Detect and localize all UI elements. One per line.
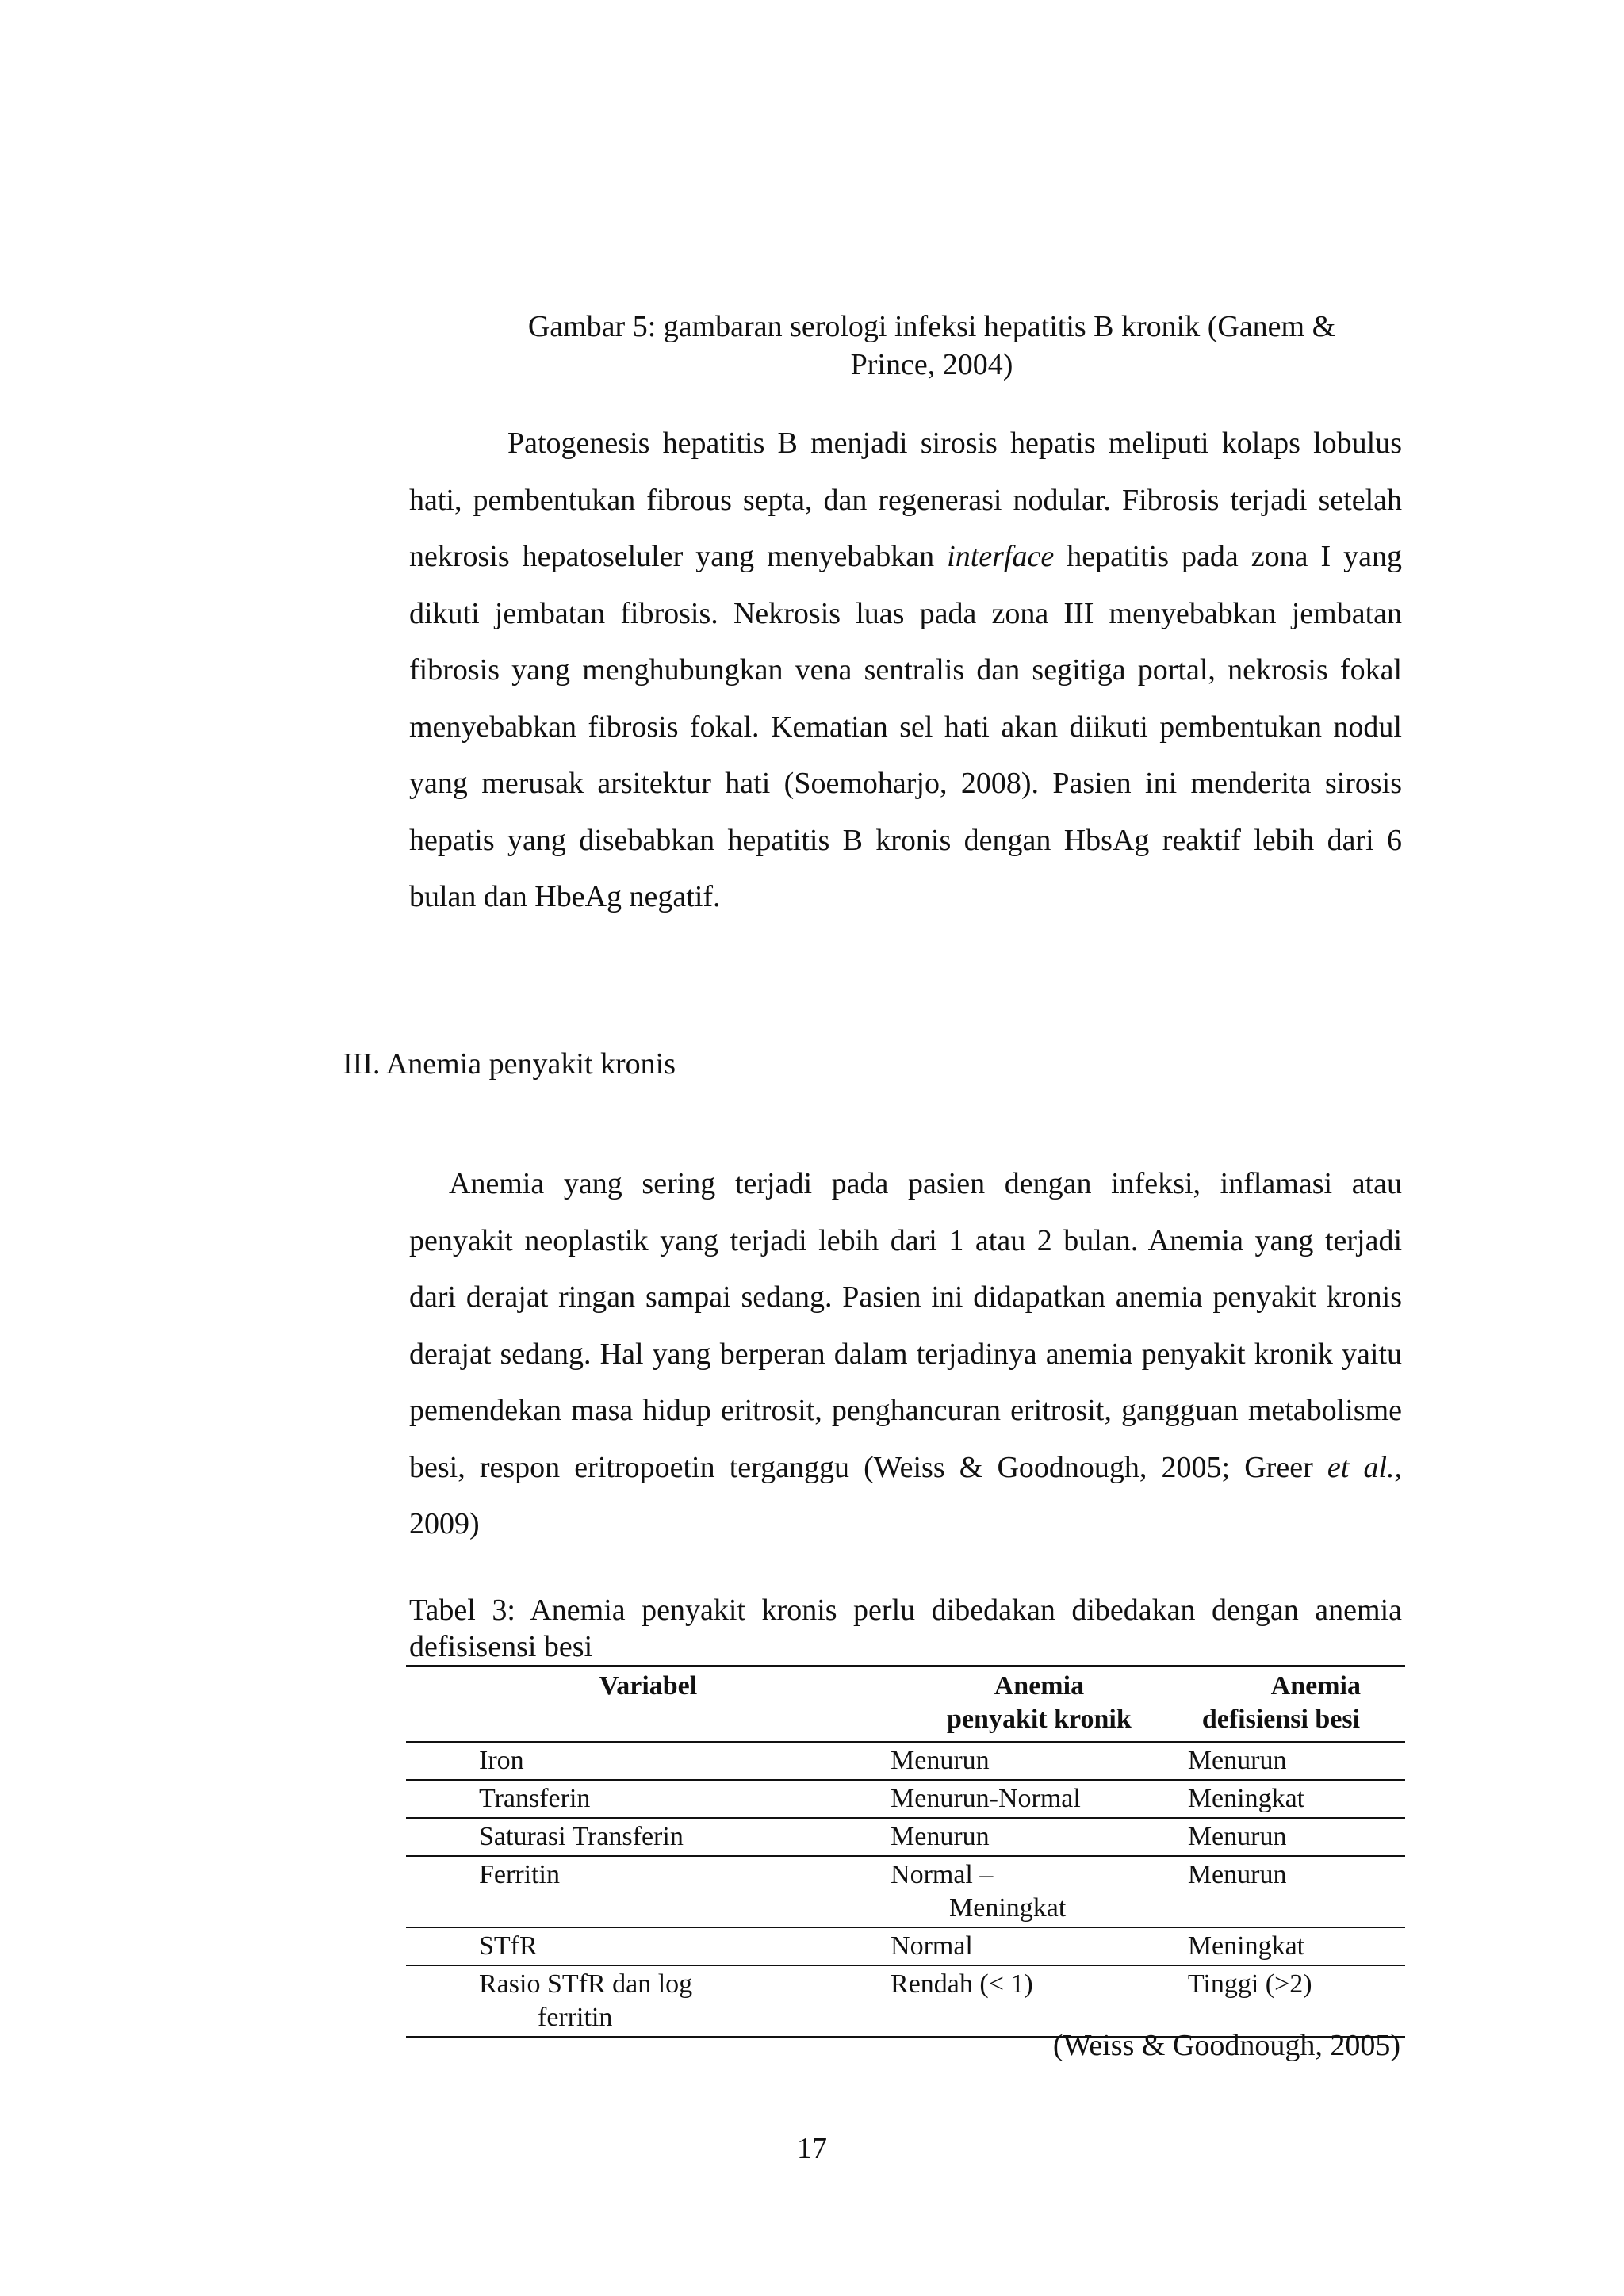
paragraph-pathogenesis — [409, 415, 1402, 926]
header-defisiensi-line2: defisiensi besi — [1201, 1705, 1361, 1734]
table-row — [406, 1856, 1405, 1927]
header-kronik-line1: Anemia — [994, 1671, 1085, 1701]
table-row — [406, 1818, 1405, 1856]
cell-variabel: Transferin — [406, 1780, 891, 1818]
paragraph2-text-b: 2009) — [409, 1507, 480, 1540]
cell-defisiensi: Menurun — [1188, 1818, 1405, 1856]
table-row — [406, 1780, 1405, 1818]
cell-kronik: Normal — [891, 1927, 1188, 1965]
table-caption: Tabel 3: Anemia penyakit kronis perlu dibedakan dibedakan dengan anemia defisisensi besi — [409, 1594, 1402, 1663]
paragraph1-italic: interface — [947, 540, 1055, 573]
paragraph1-text-a: Patogenesis hepatitis B menjadi sirosis hepatis meliputi kolaps lobulus hati, pembentukan fibrous septa, dan regenerasi nodular. Fibrosis terjadi setelah nekrosis hepatoseluler yang menyebabkan — [409, 427, 1402, 573]
cell-defisiensi: Meningkat — [1188, 1927, 1405, 1965]
cell-defisiensi: Menurun — [1188, 1856, 1405, 1927]
paragraph-anemia — [409, 1156, 1402, 1553]
cell-variabel: Saturasi Transferin — [406, 1818, 891, 1856]
cell-variabel: STfR — [406, 1927, 891, 1965]
cell-kronik-line1: Normal – — [891, 1860, 994, 1889]
figure-caption — [476, 308, 1388, 384]
cell-kronik-line2: Meningkat — [949, 1893, 1067, 1923]
figure-caption-line2: Prince, 2004) — [850, 348, 1013, 381]
comparison-table — [406, 1665, 1405, 2038]
cell-variabel-line2: ferritin — [538, 2003, 613, 2032]
section-heading: III. Anemia penyakit kronis — [343, 1047, 676, 1081]
header-anemia-kronik — [891, 1666, 1188, 1742]
cell-kronik — [891, 1856, 1188, 1927]
cell-variabel: Ferritin — [406, 1856, 891, 1927]
paragraph2-italic: et al., — [1327, 1450, 1403, 1484]
header-anemia-defisiensi — [1188, 1666, 1405, 1742]
paragraph1-text-b: hepatitis pada zona I yang dikuti jembatan fibrosis. Nekrosis luas pada zona III menyebabkan jembatan fibrosis yang menghubungkan vena sentralis dan segitiga portal, nekrosis fokal menyebabkan fibrosis fokal. Kematian sel hati akan diikuti pembentukan nodul yang merusak arsitektur hati (Soemoharjo, 2008). Pasien ini menderita sirosis hepatis yang disebabkan hepatitis B kronis dengan HbsAg reaktif lebih dari 6 bulan dan HbeAg negatif. — [409, 540, 1402, 913]
cell-variabel — [406, 1965, 891, 2037]
table-source: (Weiss & Goodnough, 2005) — [1052, 2029, 1400, 2062]
cell-defisiensi: Tinggi (>2) — [1188, 1965, 1405, 2037]
table-row — [406, 1927, 1405, 1965]
table-header-row — [406, 1666, 1405, 1742]
page-number: 17 — [797, 2132, 827, 2165]
header-kronik-line2: penyakit kronik — [947, 1705, 1132, 1734]
figure-caption-line1: Gambar 5: gambaran serologi infeksi hepatitis B kronik (Ganem & — [527, 310, 1336, 343]
cell-kronik: Menurun-Normal — [891, 1780, 1188, 1818]
table-row — [406, 1742, 1405, 1780]
cell-variabel-line1: Rasio STfR dan log — [479, 1969, 693, 1999]
header-variabel: Variabel — [406, 1666, 891, 1742]
paragraph2-text-a: Anemia yang sering terjadi pada pasien dengan infeksi, inflamasi atau penyakit neoplastik yang terjadi lebih dari 1 atau 2 bulan. Anemia yang terjadi dari derajat ringan sampai sedang. Pasien ini didapatkan anemia penyakit kronis derajat sedang. Hal yang berperan dalam terjadinya anemia penyakit kronik yaitu pemendekan masa hidup eritrosit, penghancuran eritrosit, gangguan metabolisme besi, respon eritropoetin terganggu (Weiss & Goodnough, 2005; Greer — [409, 1167, 1402, 1484]
cell-defisiensi: Menurun — [1188, 1742, 1405, 1780]
cell-variabel: Iron — [406, 1742, 891, 1780]
header-defisiensi-line1: Anemia — [1270, 1671, 1361, 1701]
cell-defisiensi: Meningkat — [1188, 1780, 1405, 1818]
cell-kronik: Menurun — [891, 1742, 1188, 1780]
cell-kronik: Rendah (< 1) — [891, 1965, 1188, 2037]
cell-kronik: Menurun — [891, 1818, 1188, 1856]
